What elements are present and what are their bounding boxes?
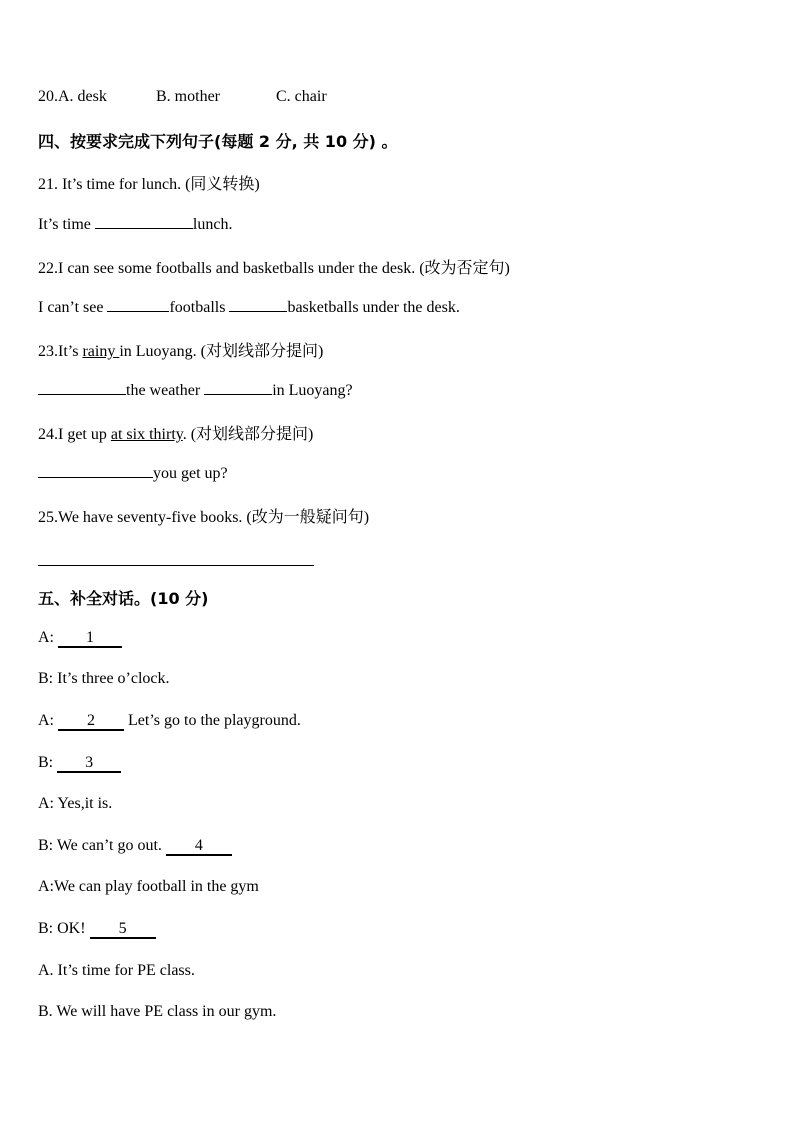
dialogue-line-8: B: OK! 5 <box>38 920 156 939</box>
dialogue-option-a: A. It’s time for PE class. <box>38 962 195 979</box>
question-22-answer: I can’t see footballs basketballs under the desk. <box>38 296 460 317</box>
option-a: A. desk <box>58 88 107 105</box>
question-21-answer: It’s time lunch. <box>38 213 232 234</box>
dialogue-line-1: A: 1 <box>38 629 122 648</box>
question-23: 23.It’s rainy in Luoyang. (对划线部分提问) <box>38 343 324 360</box>
dialogue-blank-2[interactable]: 2 <box>58 713 124 731</box>
underlined-text: rainy <box>82 343 120 360</box>
option-c: C. chair <box>276 88 327 105</box>
dialogue-blank-1[interactable]: 1 <box>58 630 122 648</box>
underlined-text: at six thirty <box>110 426 183 443</box>
question-24: 24.I get up at six thirty. (对划线部分提问) <box>38 426 314 443</box>
dialogue-blank-5[interactable]: 5 <box>90 921 156 939</box>
question-23-answer: the weather in Luoyang? <box>38 379 353 400</box>
section-4-title: 四、按要求完成下列句子(每题 2 分, 共 10 分) 。 <box>38 132 398 151</box>
question-22: 22.I can see some footballs and basketballs under the desk. (改为否定句) <box>38 260 510 277</box>
dialogue-line-6: B: We can’t go out. 4 <box>38 837 232 856</box>
question-25: 25.We have seventy-five books. (改为一般疑问句) <box>38 509 370 526</box>
dialogue-line-7: A:We can play football in the gym <box>38 878 259 895</box>
dialogue-line-4: B: 3 <box>38 754 121 773</box>
answer-blank[interactable] <box>204 379 272 395</box>
answer-blank[interactable] <box>38 379 126 395</box>
dialogue-blank-3[interactable]: 3 <box>57 755 121 773</box>
answer-blank[interactable] <box>38 462 153 478</box>
answer-blank[interactable] <box>107 296 169 312</box>
question-20 <box>38 88 327 106</box>
dialogue-line-3: A: 2 Let’s go to the playground. <box>38 712 301 729</box>
dialogue-line-5: A: Yes,it is. <box>38 795 113 812</box>
section-5-title: 五、补全对话。(10 分) <box>38 589 209 608</box>
dialogue-option-b: B. We will have PE class in our gym. <box>38 1003 277 1020</box>
answer-blank[interactable] <box>95 213 193 229</box>
question-21: 21. It’s time for lunch. (同义转换) <box>38 176 260 193</box>
dialogue-blank-4[interactable]: 4 <box>166 838 232 856</box>
question-24-answer: you get up? <box>38 462 228 483</box>
answer-line[interactable] <box>38 565 314 566</box>
answer-blank[interactable] <box>229 296 287 312</box>
question-number: 20. <box>38 88 58 105</box>
option-b: B. mother <box>156 88 220 105</box>
dialogue-line-2: B: It’s three o’clock. <box>38 670 170 687</box>
